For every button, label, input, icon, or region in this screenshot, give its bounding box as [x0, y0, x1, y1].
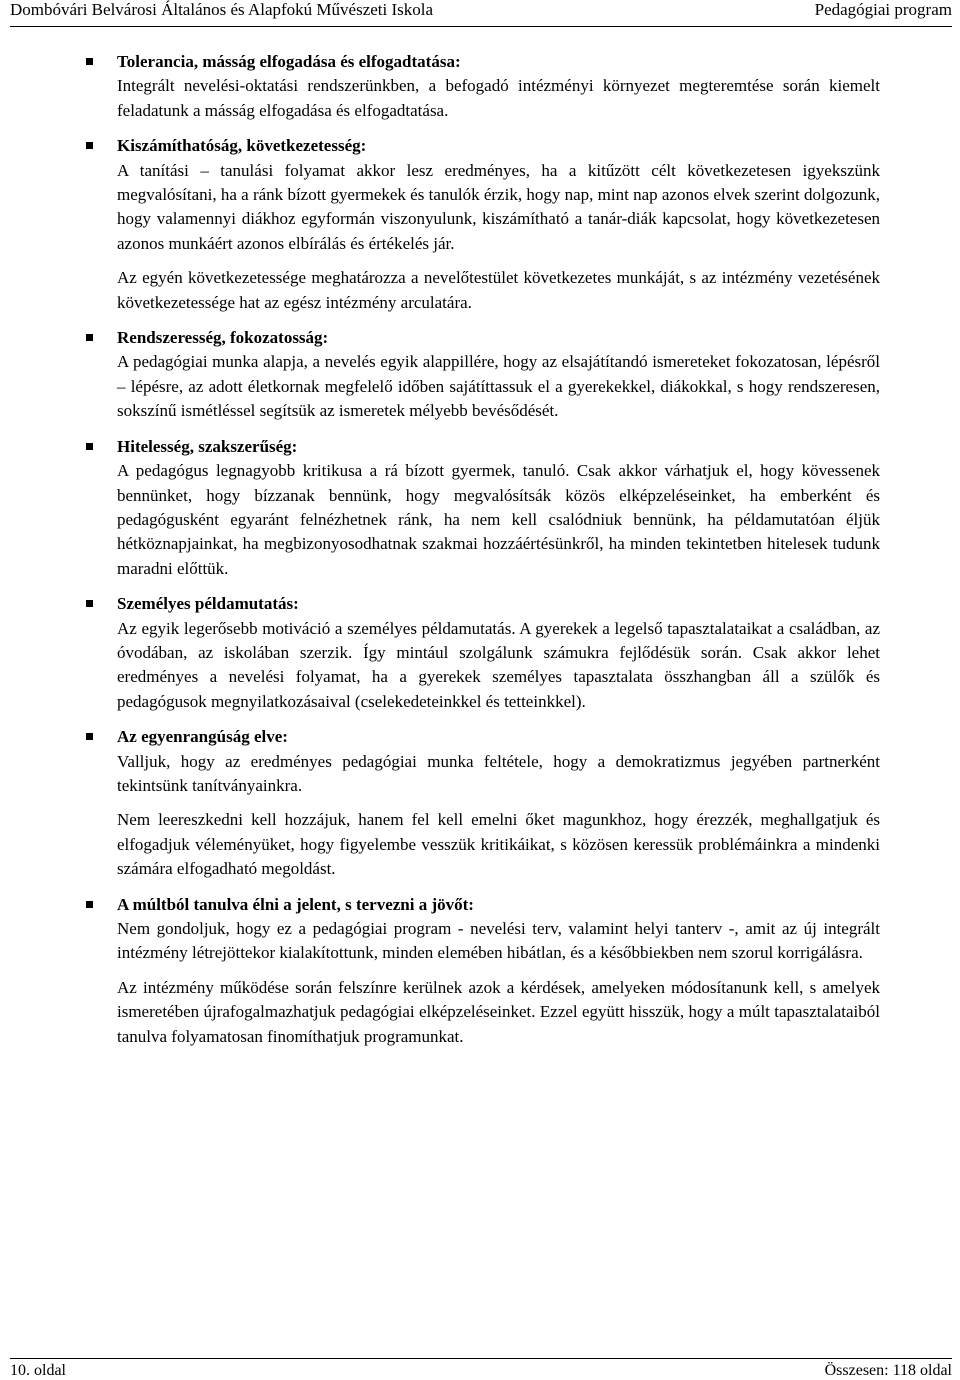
section-paragraph: A tanítási – tanulási folyamat akkor lesz eredményes, ha a kitűzött célt következetesen igyekszünk megvalósítani, ha a ránk bízott gyermekek és tanulók érzik, hogy nap, mint nap azonos elvek szerint dolgozunk, hogy valamennyi diákhoz egyformán viszonyulunk, kiszámítható a tanár-diák kapcsolat, hogy következetesen azonos munkáért azonos elbírálás és értékelés jár. [117, 160, 880, 253]
section-authenticity [117, 435, 880, 581]
bullet-icon [86, 142, 93, 149]
bullet-icon [86, 443, 93, 450]
section-predictability [117, 134, 880, 315]
section-paragraph: Integrált nevelési-oktatási rendszerünkben, a befogadó intézményi környezet megteremtése során kiemelt feladatunk a másság elfogadása és elfogadtatása. [117, 76, 880, 120]
section-paragraph: A pedagógiai munka alapja, a nevelés egyik alappillére, hogy az elsajátítandó ismereteket fokozatosan, lépésről – lépésre, az adott életkornak megfelelő időben sajátíttassuk el a gyerekekkel, diákokkal, s hogy rendszeresen, sokszínű ismétléssel segítsük az ismeretek mélyebb bevésődését. [117, 352, 880, 421]
bullet-icon [86, 901, 93, 908]
section-heading: A múltból tanulva élni a jelent, s tervezni a jövőt: [117, 894, 474, 914]
section-paragraph: Az intézmény működése során felszínre kerülnek azok a kérdések, amelyeken módosítanunk kell, s amelyek ismeretében újrafogalmazhatjuk pedagógiai elképzeléseinket. Ezzel együtt hisszük, hogy a múlt tapasztalataiból tanulva folyamatosan finomíthatjuk programunkat. [117, 977, 880, 1046]
section-tolerance [117, 50, 880, 123]
section-heading: Tolerancia, másság elfogadása és elfogadtatása: [117, 52, 461, 71]
document-body [117, 50, 880, 1060]
section-heading: Rendszeresség, fokozatosság: [117, 328, 329, 348]
section-heading: Hitelesség, szakszerűség: [117, 436, 298, 456]
section-paragraph: Az egyik legerősebb motiváció a személyes példamutatás. A gyerekek a legelső tapasztalataikat a családban, az óvodában, az iskolában szerzik. Így mintául szolgálunk számukra fejlődésük során. Csak akkor lehet eredményes a nevelési folyamat, ha a gyerekek személyes tapasztalata összhangban áll a szülők és pedagógusok megnyilatkozásaival (cselekedeteinkkel és tetteinkkel). [117, 618, 880, 711]
section-equality [117, 725, 880, 881]
section-paragraph: Nem leereszkedni kell hozzájuk, hanem fel kell emelni őket magunkhoz, hogy érezzék, meghallgatjuk és elfogadjuk véleményüket, hogy figyelembe vesszük kritikáikat, s közösen keressük problémáinkra a mindenki számára elfogadható megoldást. [117, 810, 880, 879]
footer-page-number: 10. oldal [10, 1362, 66, 1379]
bullet-icon [86, 334, 93, 341]
header-school-name: Dombóvári Belvárosi Általános és Alapfokú Művészeti Iskola [10, 0, 434, 19]
header-document-title: Pedagógiai program [814, 0, 952, 19]
page-footer [10, 1358, 952, 1380]
bullet-icon [86, 600, 93, 607]
section-paragraph: A pedagógus legnagyobb kritikusa a rá bízott gyermek, tanuló. Csak akkor várhatjuk el, hogy kövessenek bennünket, hogy bízzanak bennünk, hogy megvalósítsák közös elképzeléseinket, ha emberként és pedagógusként egyaránt felnézhetnek ránk, ha nem kell csalódniuk bennünk, ha példamutatóan éljük hétköznapjainkat, ha megbizonyosodhatnak szakmai hozzáértésünkről, ha minden tekintetben hitelesek tudunk maradni előttük. [117, 461, 880, 578]
section-heading: Személyes példamutatás: [117, 594, 299, 614]
footer-total-pages: Összesen: 118 oldal [824, 1362, 952, 1379]
section-role-model [117, 592, 880, 714]
section-heading: Kiszámíthatóság, következetesség: [117, 136, 367, 156]
section-paragraph: Az egyén következetessége meghatározza a nevelőtestület következetes munkáját, s az intézmény vezetésének következetessége hat az egész intézmény arculatára. [117, 268, 880, 312]
page-header [10, 0, 952, 27]
section-paragraph: Nem gondoljuk, hogy ez a pedagógiai program - nevelési terv, valamint helyi tanterv -, amit az új integrált intézmény létrejöttekor kialakítottunk, minden elemében hibátlan, és a későbbiekben nem szorul korrigálásra. [117, 919, 880, 963]
section-learning-from-past [117, 893, 880, 1049]
section-paragraph: Valljuk, hogy az eredményes pedagógiai munka feltétele, hogy a demokratizmus jegyében partnerként tekintsünk tanítványainkra. [117, 751, 880, 795]
section-regularity [117, 326, 880, 424]
bullet-icon [86, 58, 93, 65]
section-heading: Az egyenrangúság elve: [117, 727, 288, 747]
bullet-icon [86, 733, 93, 740]
